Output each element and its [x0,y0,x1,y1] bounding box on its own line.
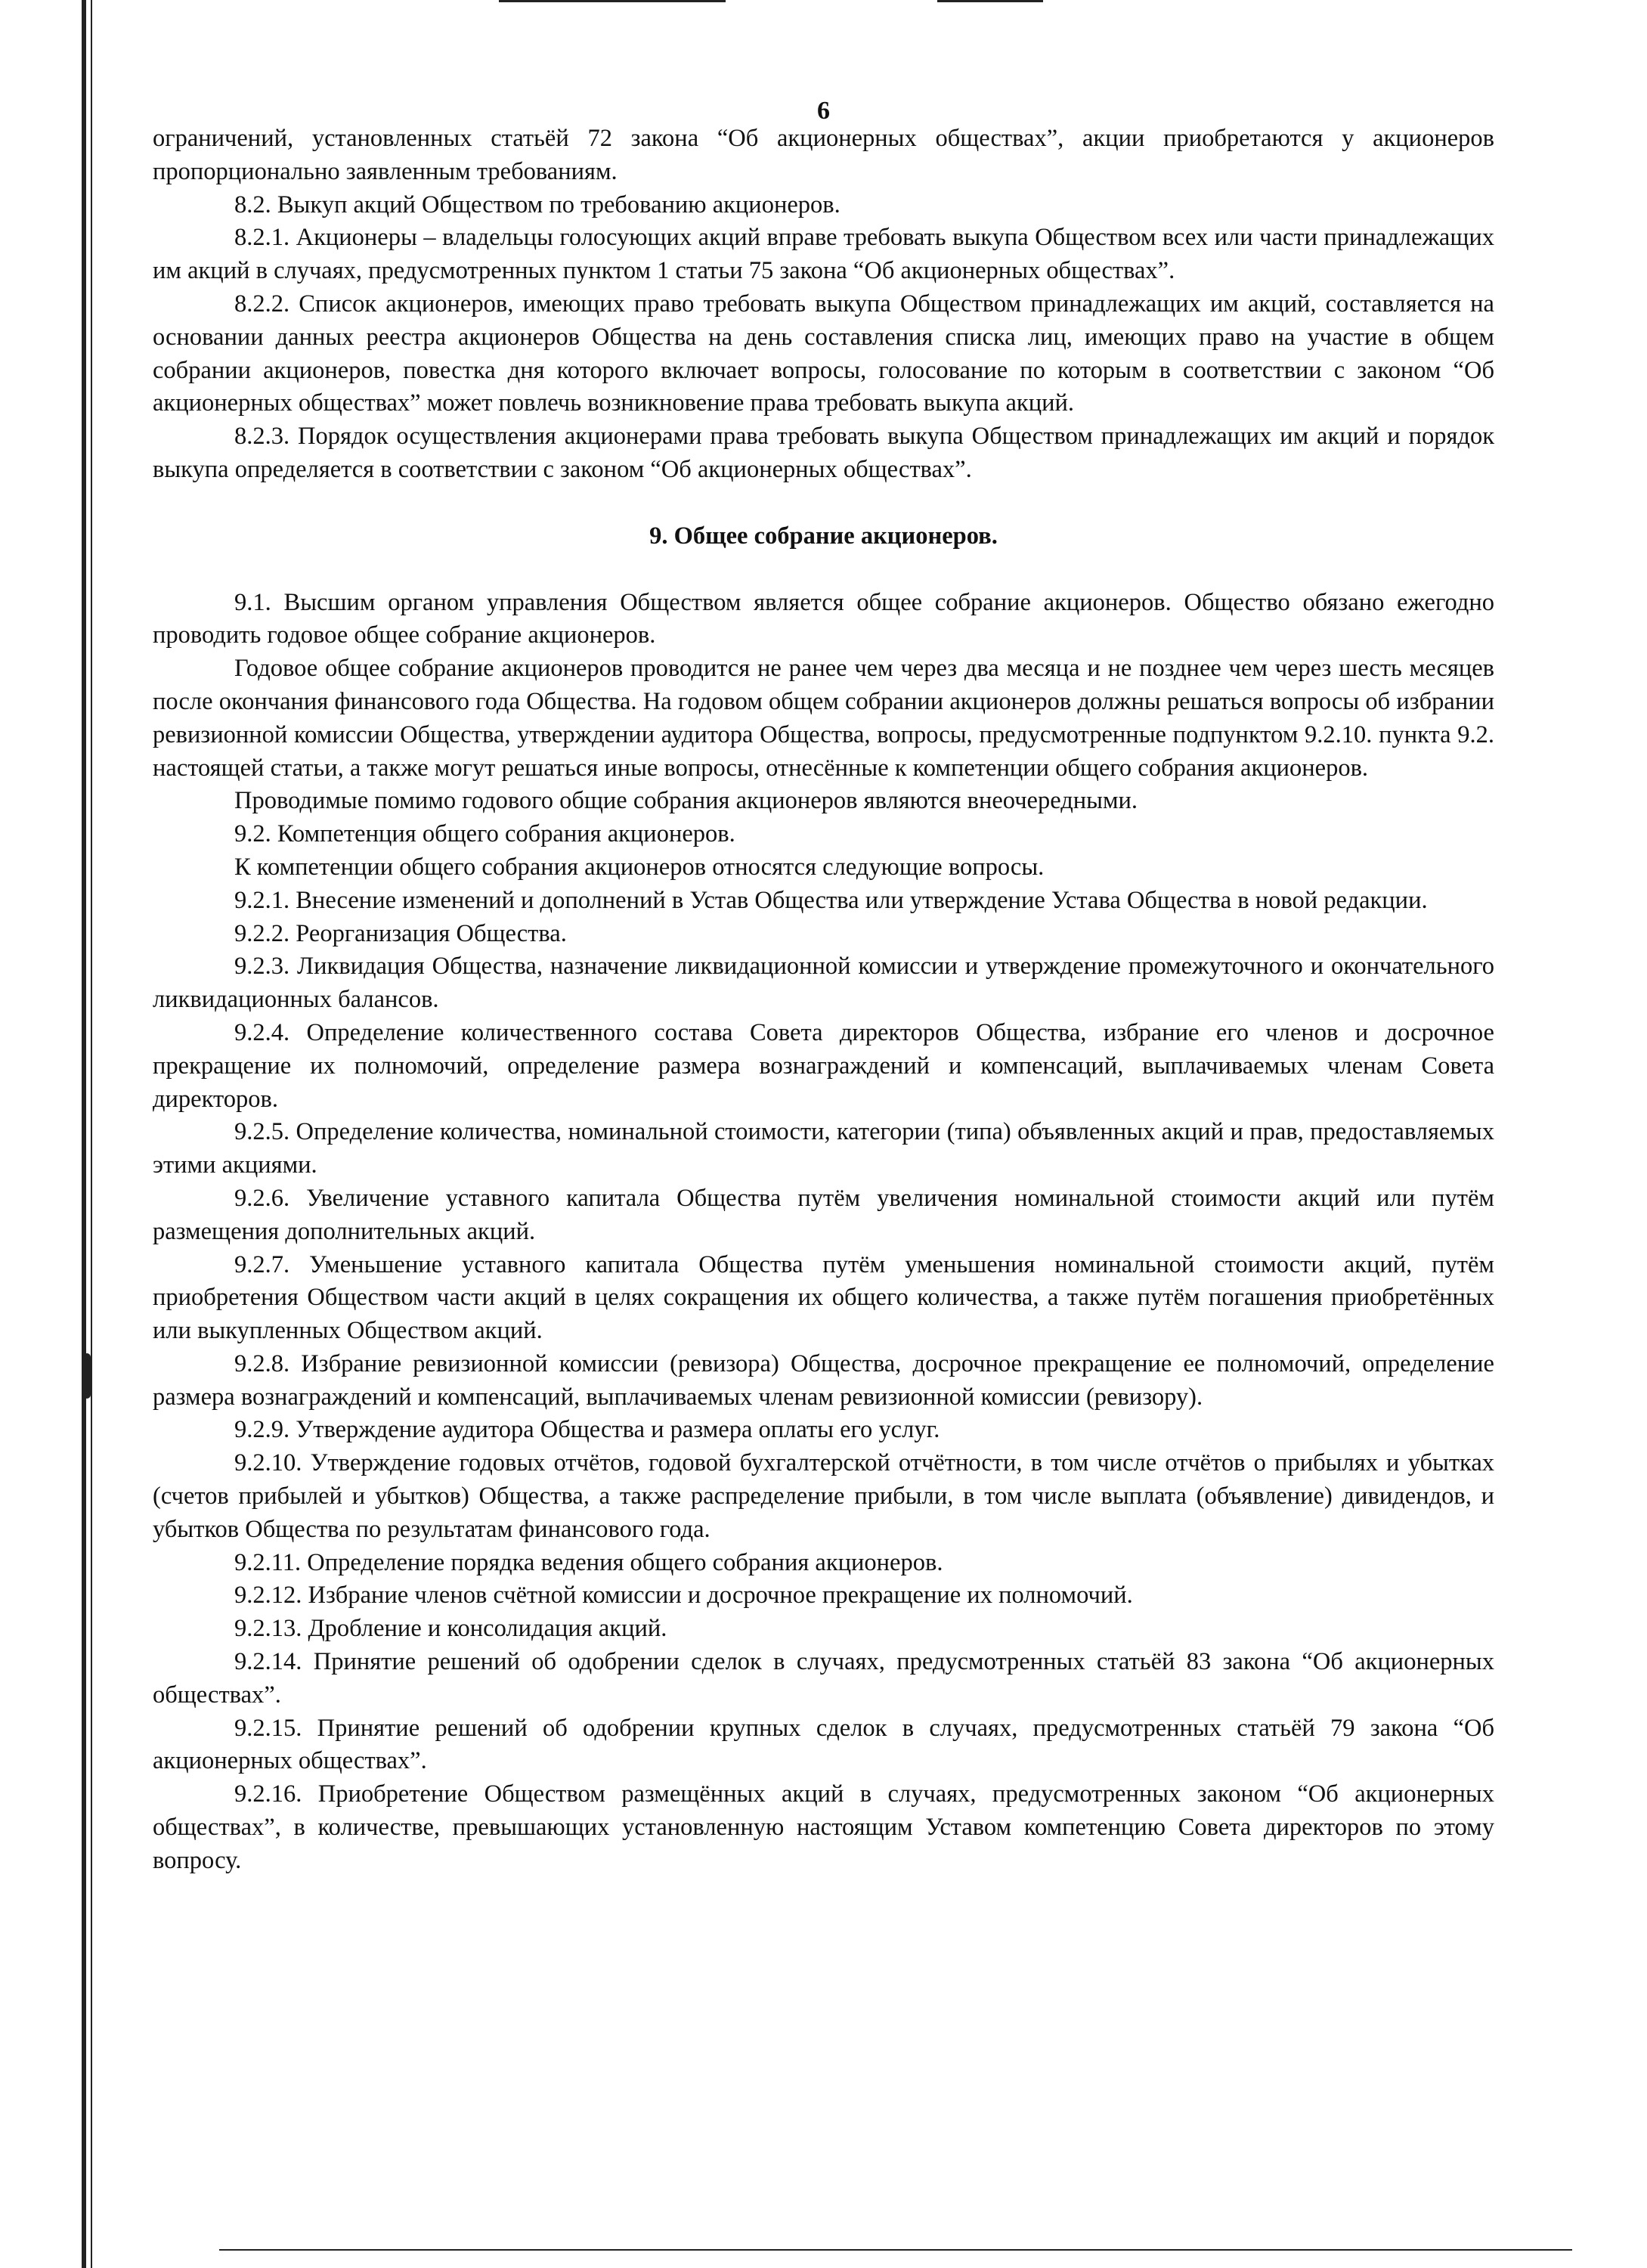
paragraph-9-2-5: 9.2.5. Определение количества, номинальной стоимости, категории (типа) объявленных акций и прав, предоставляемых этими акциями. [153,1118,1494,1179]
paragraph-9-2-16: 9.2.16. Приобретение Обществом размещённых акций в случаях, предусмотренных законом “Об акционерных обществах”, в количестве, превышающих установленную настоящим Уставом компетенцию Совета директоров по этому вопросу. [153,1780,1494,1874]
paragraph-9-2-8: 9.2.8. Избрание ревизионной комиссии (ревизора) Общества, досрочное прекращение ее полномочий, определение размера вознаграждений и компенсаций, выплачиваемых членам ревизионной комиссии (ревизору). [153,1349,1494,1411]
top-edge-line [937,0,1043,2]
section-title: 9. Общее собрание акционеров. [649,522,998,550]
paragraph-continuation: ограничений, установленных статьёй 72 закона “Об акционерных обществах”, акции приобретаются у акционеров пропорционально заявленным требованиям. [153,125,1494,185]
paragraph-9-2-14: 9.2.14. Принятие решений об одобрении сделок в случаях, предусмотренных статьёй 83 закона “Об акционерных обществах”. [153,1648,1494,1709]
paragraph-9-1: 9.1. Высшим органом управления Обществом является общее собрание акционеров. Общество обязано ежегодно проводить годовое общее собрание акционеров. [153,588,1494,649]
paragraph-9-2-1: 9.2.1. Внесение изменений и дополнений в Устав Общества или утверждение Устава Общества в новой редакции. [234,886,1428,914]
paragraph-9-2-6: 9.2.6. Увеличение уставного капитала Общества путём увеличения номинальной стоимости акций или путём размещения дополнительных акций. [153,1184,1494,1245]
paragraph-9-2-10: 9.2.10. Утверждение годовых отчётов, годовой бухгалтерской отчётности, в том числе отчётов о прибылях и убытках (счетов прибылей и убытков) Общества, а также распределение прибыли, в том числе выплата (объявление) дивидендов, и убытков Общества по результатам финансового года. [153,1449,1494,1543]
paragraph-8-2-2: 8.2.2. Список акционеров, имеющих право требовать выкупа Обществом принадлежащих им акций, составляется на основании данных реестра акционеров Общества на день составления списка лиц, имеющих право на участие в общем собрании акционеров, повестка дня которого включает вопросы, голосование по которым в соответствии с законом “Об акционерных обществах” может повлечь возникновение права требовать выкупа акций. [153,290,1494,417]
paragraph-8-2-1: 8.2.1. Акционеры – владельцы голосующих акций вправе требовать выкупа Обществом всех или части принадлежащих им акций в случаях, предусмотренных пунктом 1 статьи 75 закона “Об акционерных обществах”. [153,224,1494,285]
page-number: 6 [817,97,830,125]
paragraph-8-2: 8.2. Выкуп акций Обществом по требованию акционеров. [234,191,841,218]
paragraph-9-2-2: 9.2.2. Реорганизация Общества. [234,919,567,947]
paragraph-competence-intro: К компетенции общего собрания акционеров относятся следующие вопросы. [234,853,1045,881]
paragraph-9-2-9: 9.2.9. Утверждение аудитора Общества и размера оплаты его услуг. [234,1416,940,1444]
bottom-edge-line [219,2249,1572,2251]
paragraph-9-2-13: 9.2.13. Дробление и консолидация акций. [234,1615,667,1643]
top-edge-line [499,0,726,2]
paragraph-9-2-15: 9.2.15. Принятие решений об одобрении крупных сделок в случаях, предусмотренных статьёй 79 закона “Об акционерных обществах”. [153,1714,1494,1775]
paragraph-9-2-3: 9.2.3. Ликвидация Общества, назначение ликвидационной комиссии и утверждение промежуточного и окончательного ликвидационных балансов. [153,953,1494,1014]
paragraph-9-2-11: 9.2.11. Определение порядка ведения общего собрания акционеров. [234,1548,943,1576]
paragraph-9-2: 9.2. Компетенция общего собрания акционеров. [234,820,735,848]
paragraph-9-2-12: 9.2.12. Избрание членов счётной комиссии и досрочное прекращение их полномочий. [234,1582,1133,1610]
paragraph-annual-meeting: Годовое общее собрание акционеров проводится не ранее чем через два месяца и не позднее чем через шесть месяцев после окончания финансового года Общества. На годовом общем собрании акционеров должны решаться вопросы об избрании ревизионной комиссии Общества, утверждении аудитора Общества, вопросы, предусмотренные подпунктом 9.2.10. пункта 9.2. настоящей статьи, а также могут решаться иные вопросы, отнесённые к компетенции общего собрания акционеров. [153,655,1494,782]
paragraph-9-2-7: 9.2.7. Уменьшение уставного капитала Общества путём уменьшения номинальной стоимости акций, путём приобретения Обществом части акций в целях сокращения их общего количества, а также путём погашения приобретённых или выкупленных Обществом акций. [153,1250,1494,1345]
document-body [153,97,1494,1878]
paragraph-8-2-3: 8.2.3. Порядок осуществления акционерами права требовать выкупа Обществом принадлежащих им акций и порядок выкупа определяется в соответствии с законом “Об акционерных обществах”. [153,423,1494,483]
scan-edge-line [91,0,92,2268]
paragraph-extraordinary: Проводимые помимо годового общие собрания акционеров являются внеочередными. [234,787,1138,815]
paragraph-9-2-4: 9.2.4. Определение количественного состава Совета директоров Общества, избрание его членов и досрочное прекращение их полномочий, определение размера вознаграждений и компенсаций, выплачиваемых членам Совета директоров. [153,1018,1494,1113]
scan-artifact [83,1353,91,1399]
scan-edge-bar [82,0,86,2268]
